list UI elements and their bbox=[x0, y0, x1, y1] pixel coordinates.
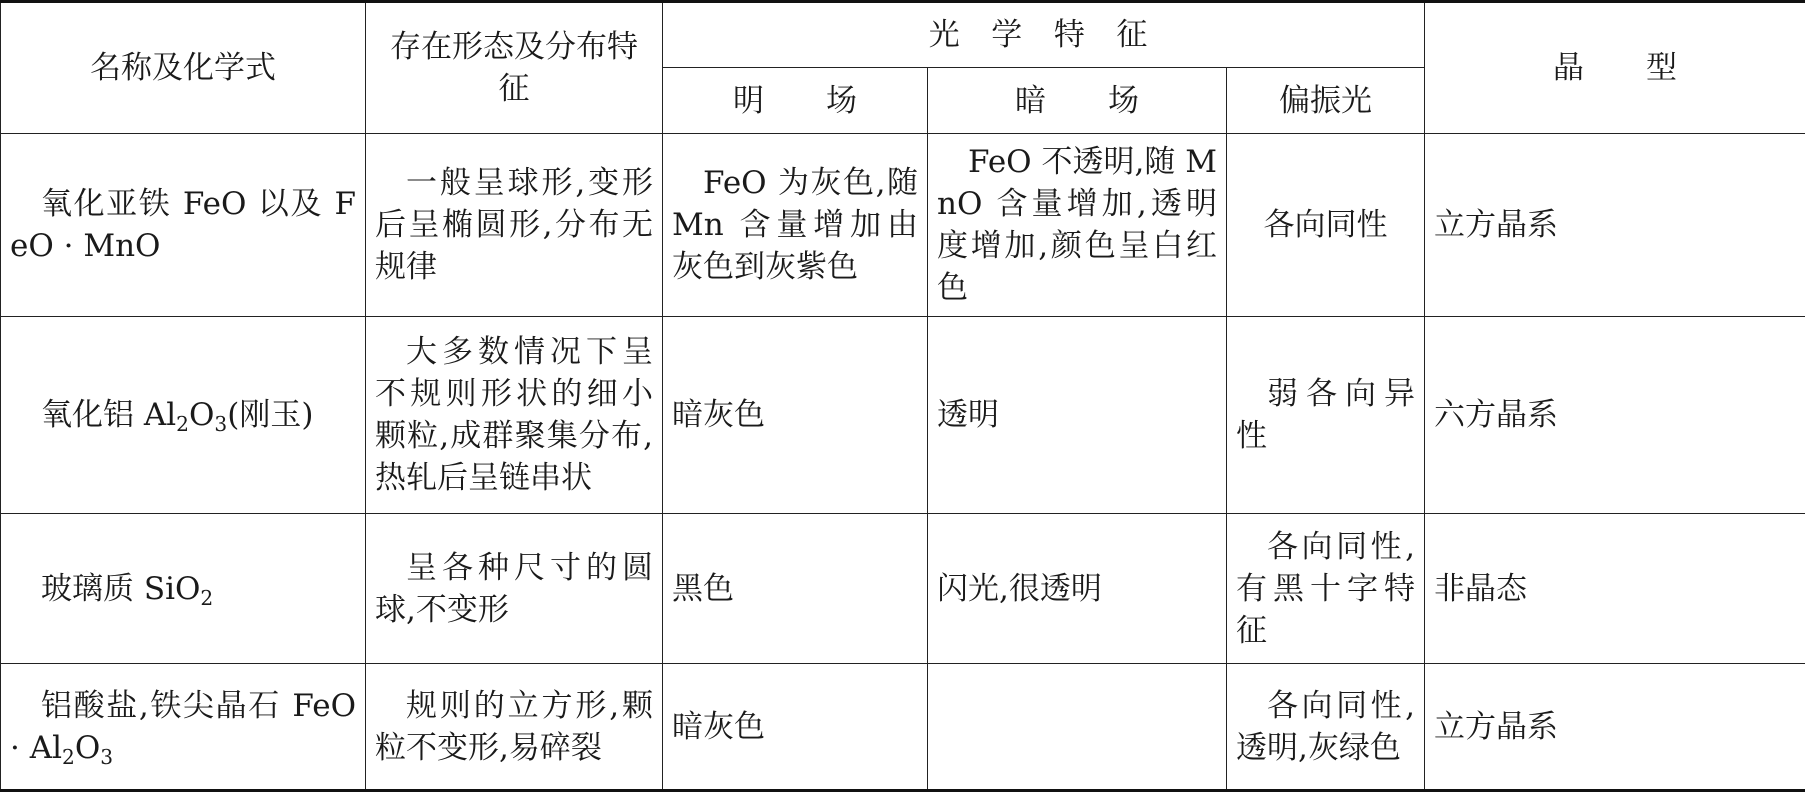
subscript: 2 bbox=[176, 412, 189, 437]
cell-form: 一般呈球形,变形后呈椭圆形,分布无规律 bbox=[366, 134, 663, 317]
header-optical: 光 学 特 征 bbox=[663, 2, 1425, 68]
cell-crystal: 非晶态 bbox=[1425, 514, 1805, 664]
cell-crystal: 立方晶系 bbox=[1425, 664, 1805, 791]
header-form: 存在形态及分布特征 bbox=[366, 2, 663, 134]
cell-form: 呈各种尺寸的圆球,不变形 bbox=[366, 514, 663, 664]
header-dark-field: 暗 场 bbox=[928, 68, 1227, 134]
name-text: 玻璃质 SiO bbox=[41, 570, 201, 607]
subscript: 2 bbox=[200, 585, 214, 610]
name-text: 氧化亚铁 FeO 以及 FeO · MnO bbox=[10, 186, 356, 264]
name-text: O bbox=[188, 397, 215, 433]
cell-form: 大多数情况下呈不规则形状的细小颗粒,成群聚集分布,热轧后呈链串状 bbox=[366, 317, 663, 514]
header-name: 名称及化学式 bbox=[1, 2, 366, 134]
cell-form: 规则的立方形,颗粒不变形,易碎裂 bbox=[366, 664, 663, 791]
cell-name bbox=[1, 514, 366, 664]
cell-bright-field: 暗灰色 bbox=[663, 664, 928, 791]
cell-bright-field: 黑色 bbox=[663, 514, 928, 664]
name-text: 铝酸盐,铁尖晶石 FeO · Al bbox=[10, 687, 356, 766]
subscript: 2 bbox=[62, 744, 75, 769]
header-row-1 bbox=[1, 2, 1805, 68]
subscript: 3 bbox=[100, 744, 114, 769]
name-text: O bbox=[74, 729, 101, 766]
cell-dark-field: 闪光,很透明 bbox=[928, 514, 1227, 664]
header-bright-field: 明 场 bbox=[663, 68, 928, 134]
cell-name bbox=[1, 317, 366, 514]
name-text: 氧化铝 Al bbox=[41, 397, 177, 433]
cell-crystal: 立方晶系 bbox=[1425, 134, 1805, 317]
cell-dark-field: FeO 不透明,随 MnO 含量增加,透明度增加,颜色呈白红色 bbox=[928, 134, 1227, 317]
table-row bbox=[1, 134, 1805, 317]
cell-name bbox=[1, 664, 366, 791]
cell-name bbox=[1, 134, 366, 317]
cell-dark-field: 透明 bbox=[928, 317, 1227, 514]
table-row bbox=[1, 514, 1805, 664]
header-crystal: 晶 型 bbox=[1425, 2, 1805, 134]
cell-polarized: 弱各向异性 bbox=[1227, 317, 1425, 514]
cell-polarized: 各向同性,有黑十字特征 bbox=[1227, 514, 1425, 664]
table-row bbox=[1, 317, 1805, 514]
subscript: 3 bbox=[214, 412, 228, 437]
cell-bright-field: 暗灰色 bbox=[663, 317, 928, 514]
cell-polarized: 各向同性,透明,灰绿色 bbox=[1227, 664, 1425, 791]
cell-polarized: 各向同性 bbox=[1227, 134, 1425, 317]
table-row bbox=[1, 664, 1805, 791]
name-text: (刚玉) bbox=[227, 397, 314, 433]
header-polarized: 偏振光 bbox=[1227, 68, 1425, 134]
cell-bright-field: FeO 为灰色,随 Mn 含量增加由灰色到灰紫色 bbox=[663, 134, 928, 317]
cell-dark-field bbox=[928, 664, 1227, 791]
cell-crystal: 六方晶系 bbox=[1425, 317, 1805, 514]
